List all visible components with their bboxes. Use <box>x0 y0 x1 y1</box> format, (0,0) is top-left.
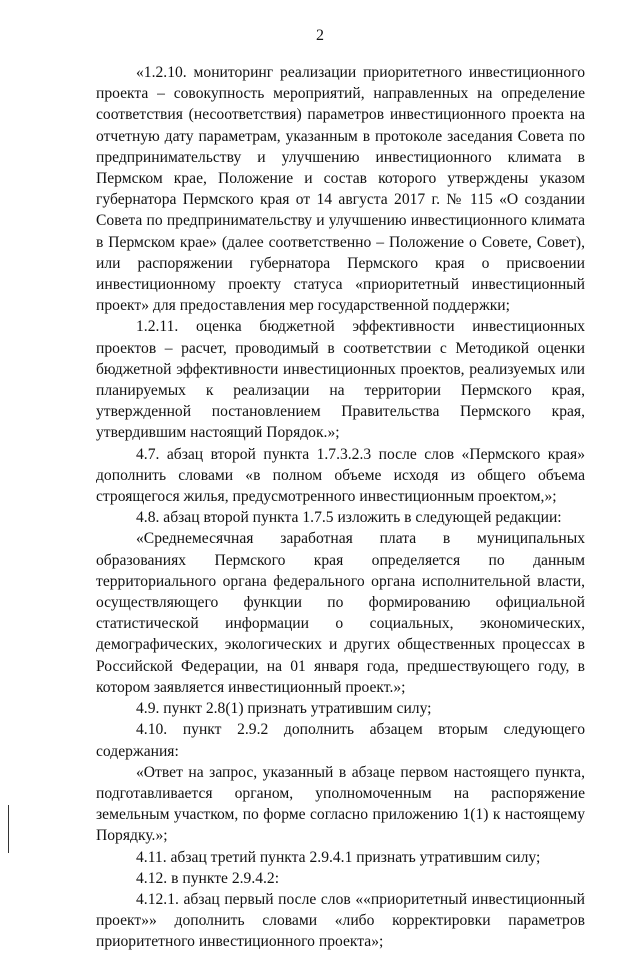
paragraph-4-12: 4.12. в пункте 2.9.4.2: <box>136 869 280 887</box>
page-number: 2 <box>316 27 324 44</box>
paragraph-4-10: 4.10. пункт 2.9.2 дополнить абзацем вторым следующего содержания: <box>96 721 585 760</box>
paragraph-1-2-10: «1.2.10. мониторинг реализации приоритетного инвестиционного проекта – совокупность мероприятий, направленных на определение соответствия (несоответствия) параметров инвестиционного проекта на отчетную дату параметрам, указанным в протоколе заседания Совета по предпринимательству и улучшению инвестиционного климата в Пермском крае, Положение и состав которого утверждены указом губернатора Пермского края от 14 августа 2017 г. № 115 «О создании Совета по предпринимательству и улучшению инвестиционного климата в Пермском крае» (далее соответственно – Положение о Совете, Совет), или распоряжении губернатора Пермского края о присвоении инвестиционному проекту статуса «приоритетный инвестиционный проект» для предоставления мер государственной поддержки; <box>96 64 585 315</box>
paragraph-4-9: 4.9. пункт 2.8(1) признать утратившим силу; <box>136 700 432 718</box>
paragraph-4-7: 4.7. абзац второй пункта 1.7.3.2.3 после слов «Пермского края» дополнить словами «в полном объеме исходя из общего объема строящегося жилья, предусмотренного инвестиционным проектом,»; <box>96 445 585 506</box>
paragraph-4-8: 4.8. абзац второй пункта 1.7.5 изложить в следующей редакции: <box>136 509 562 527</box>
scan-edge-mark <box>8 805 9 853</box>
document-body <box>96 62 585 953</box>
paragraph-4-10-quote: «Ответ на запрос, указанный в абзаце первом настоящего пункта, подготавливается органом, уполномоченным на распоряжение земельным участком, по форме согласно приложению 1(1) к настоящему Порядку.»; <box>96 763 585 845</box>
paragraph-4-12-1: 4.12.1. абзац первый после слов ««приоритетный инвестиционный проект»» дополнить словами «либо корректировки параметров приоритетного инвестиционного проекта»; <box>96 890 585 951</box>
paragraph-4-11: 4.11. абзац третий пункта 2.9.4.1 признать утратившим силу; <box>136 848 541 866</box>
paragraph-1-2-11: 1.2.11. оценка бюджетной эффективности инвестиционных проектов – расчет, проводимый в соответствии с Методикой оценки бюджетной эффективности инвестиционных проектов, реализуемых или планируемых к реализации на территории Пермского края, утвержденной постановлением Правительства Пермского края, утвердившим настоящий Порядок.»; <box>96 318 585 442</box>
paragraph-4-8-quote: «Среднемесячная заработная плата в муниципальных образованиях Пермского края определяется по данным территориального органа федерального органа исполнительной власти, осуществляющего функции по формированию официальной статистической информации о социальных, экономических, демографических, экологических и других общественных процессах в Российской Федерации, на 01 января года, предшествующего году, в котором заявляется инвестиционный проект.»; <box>96 530 585 696</box>
